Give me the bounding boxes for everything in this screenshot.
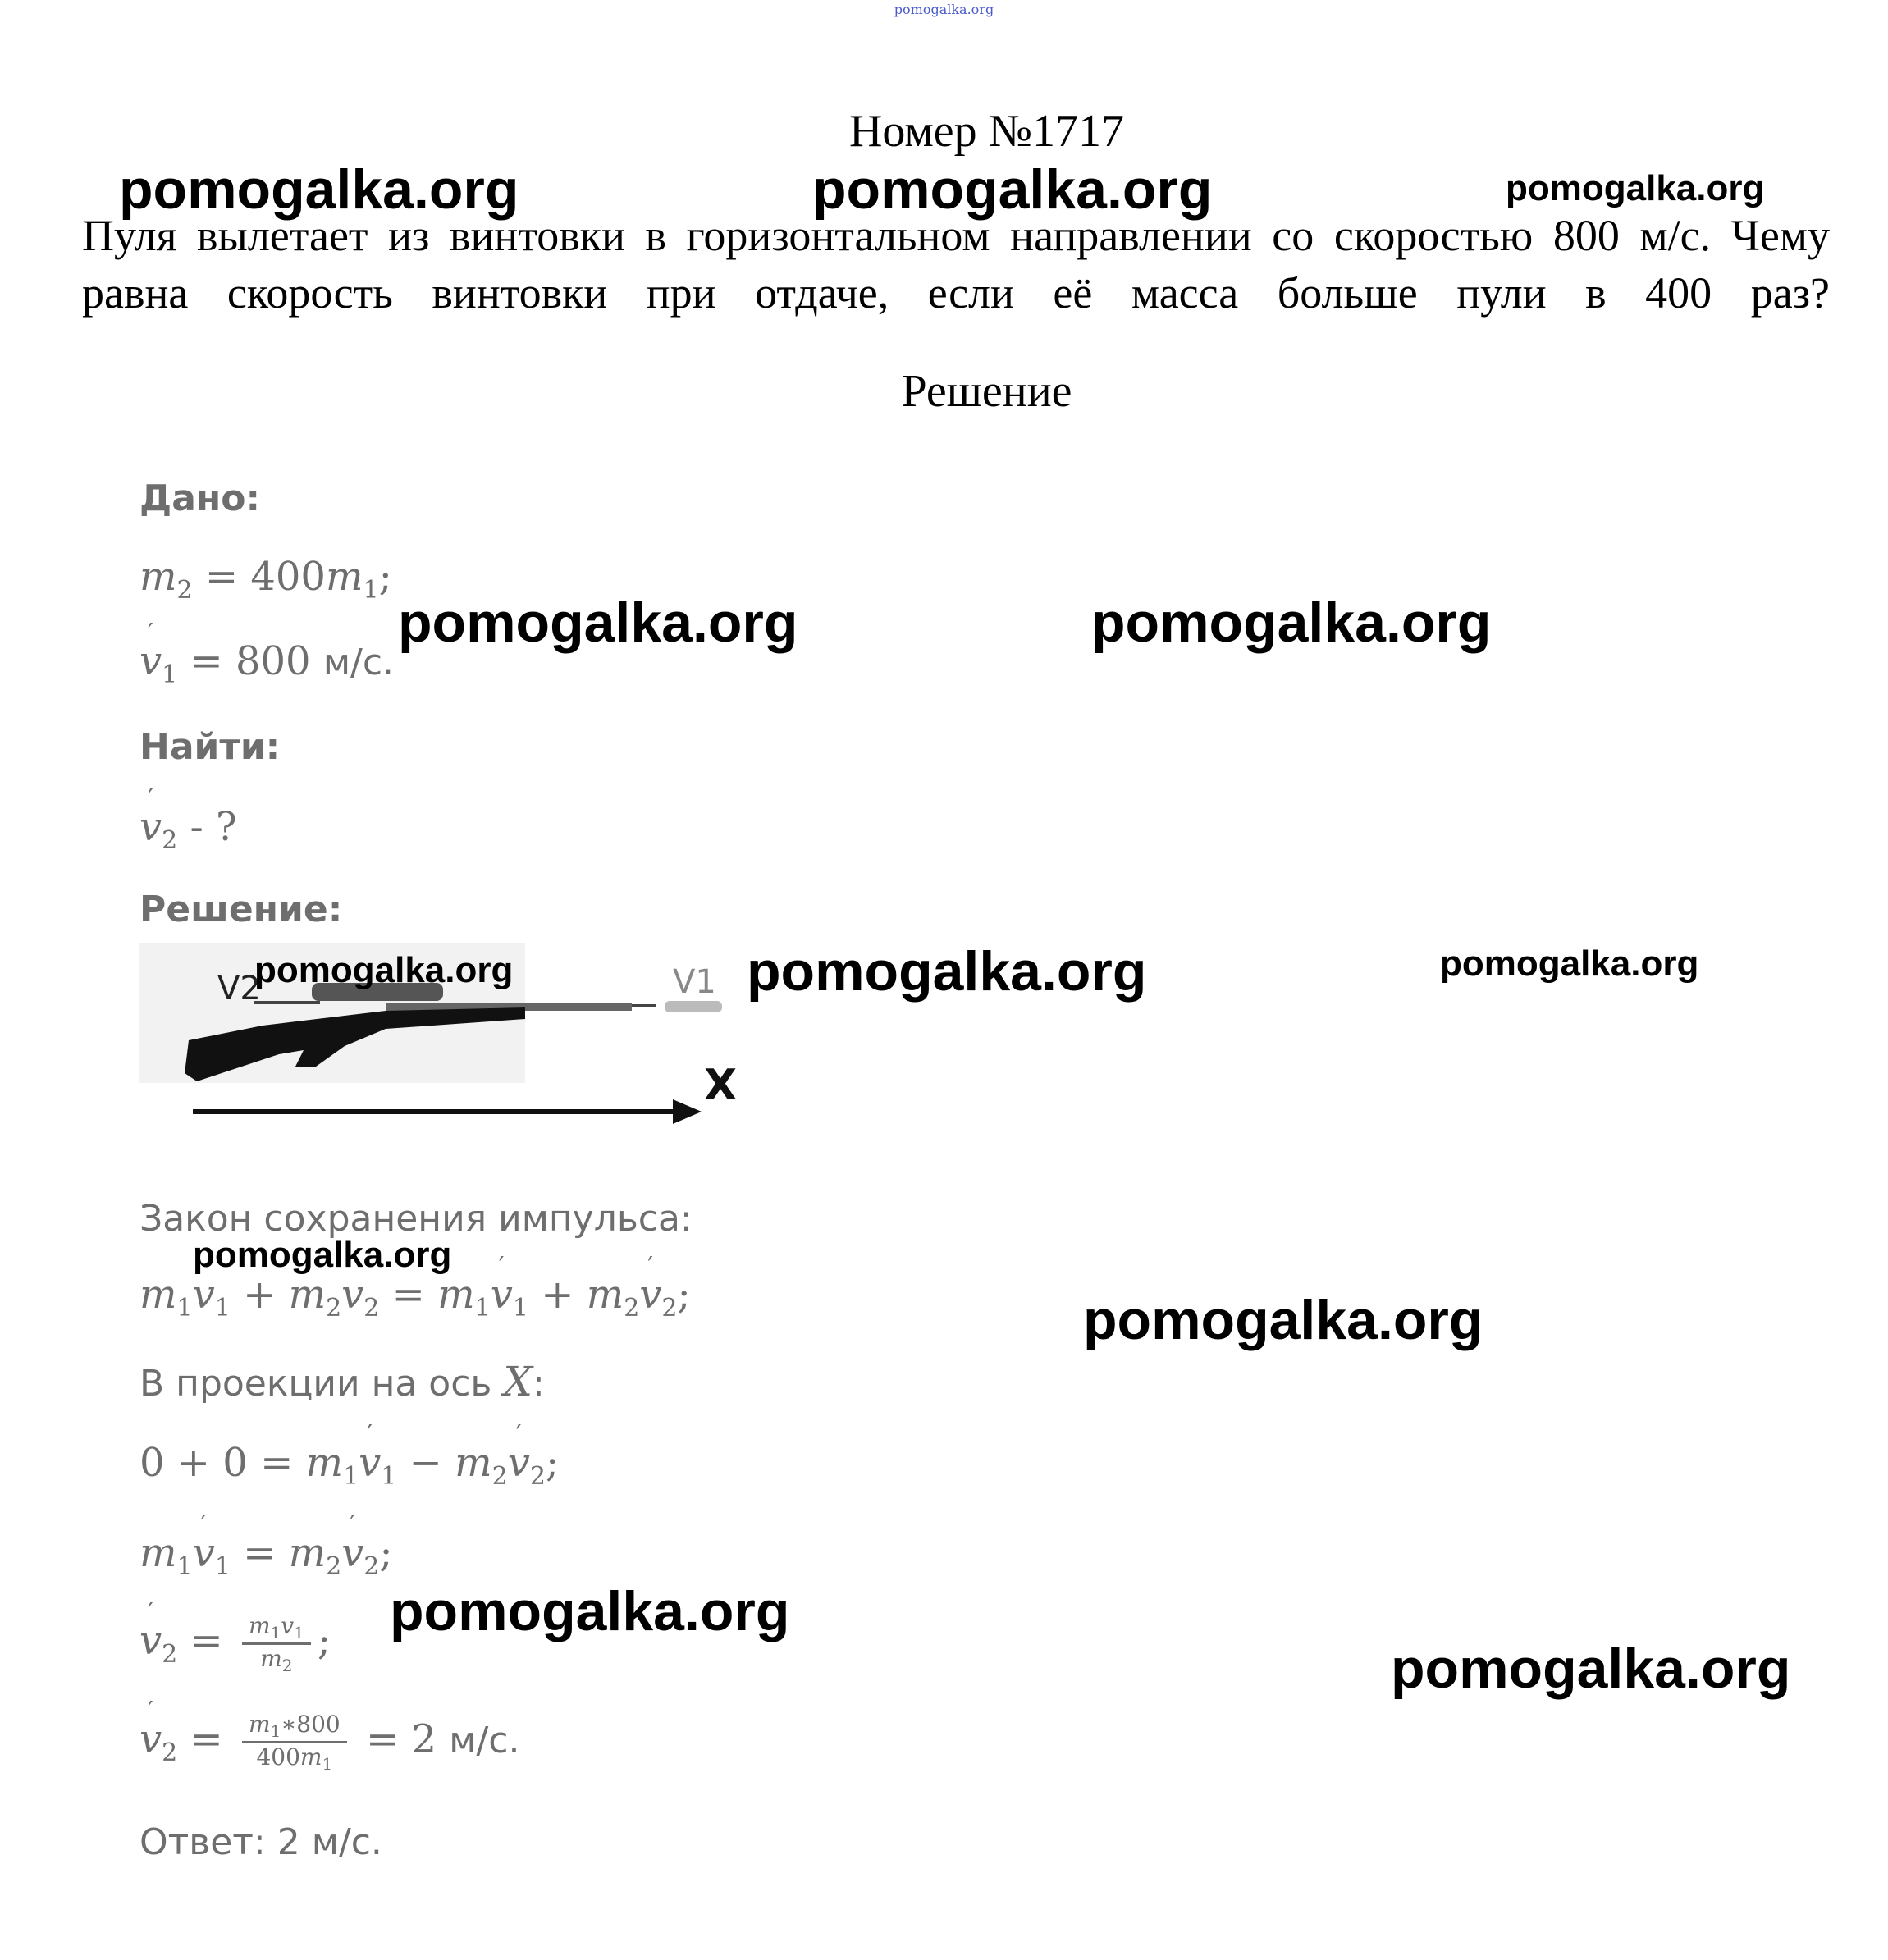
given-mass-equation: $m_2 = 400m_1$;	[139, 554, 392, 605]
problem-statement: Пуля вылетает из винтовки в горизонтальном направлении со скоростью 800 м/с. Чему равна скорость винтовки при отдаче, если её масса больше пули в 400 раз?	[82, 211, 1830, 318]
velocity-result: ′ $v_2$ = $\frac{m_1∗800}{400m_1}$ = 2 м/с.	[139, 1711, 519, 1774]
conservation-law-label: Закон сохранения импульса:	[139, 1198, 693, 1240]
watermark: pomogalka.org	[119, 158, 519, 221]
x-axis-arrowhead	[673, 1099, 702, 1124]
momentum-balance-equation: $m_1'$ $v_1 = m_2'$ $v_2$;	[139, 1530, 393, 1581]
velocity-formula: ′ $v_2$ = $\frac{m_1v_1}{m_2}$ ;	[139, 1612, 331, 1675]
given-label: Дано:	[139, 477, 261, 519]
watermark: pomogalka.org	[1391, 1638, 1791, 1700]
velocity-fraction: $\frac{m_1v_1}{m_2}$	[242, 1612, 311, 1675]
watermark: pomogalka.org	[1440, 943, 1699, 984]
find-label: Найти:	[139, 726, 281, 768]
watermark: pomogalka.org	[1083, 1289, 1483, 1351]
solution-heading: Решение	[901, 366, 1072, 417]
solution-label: Решение:	[139, 889, 343, 930]
watermark: pomogalka.org	[1506, 168, 1765, 208]
given-velocity-equation: ′ $v_1 = 800$ м/с.	[139, 638, 394, 689]
diagram-v2-label: V2	[217, 970, 261, 1007]
projection-axis: X	[503, 1358, 533, 1405]
header-site-link[interactable]: pomogalka.org	[894, 2, 994, 17]
given-velocity-unit: м/с.	[322, 642, 395, 683]
result-unit: м/с.	[449, 1720, 520, 1761]
projection-label-text: В проекции на ось	[139, 1363, 492, 1405]
diagram-v1-label: V1	[673, 963, 716, 1001]
momentum-equation: $m_1v_1 + m_2v_2 = m_1'$ $v_1 + m_2'$ $v_2$;	[139, 1272, 691, 1323]
page-title: Номер №1717	[848, 106, 1125, 157]
watermark: pomogalka.org	[390, 1580, 790, 1642]
find-expression: ′ $v_2$ - ?	[139, 804, 237, 855]
watermark: pomogalka.org	[747, 940, 1147, 1003]
projection-label: В проекции на ось X:	[139, 1358, 545, 1405]
watermark: pomogalka.org	[812, 158, 1213, 221]
watermark: pomogalka.org	[254, 950, 514, 990]
watermark: pomogalka.org	[1091, 592, 1492, 654]
velocity-result-fraction: $\frac{m_1∗800}{400m_1}$	[242, 1711, 347, 1774]
watermark: pomogalka.org	[193, 1235, 452, 1275]
answer-text: Ответ: 2 м/с.	[139, 1821, 382, 1863]
watermark: pomogalka.org	[398, 592, 798, 654]
bullet	[665, 1001, 722, 1012]
x-axis-label: X	[704, 1061, 738, 1110]
projection-equation: $0 + 0 = m_1'$ $v_1 - m_2'$ $v_2$;	[139, 1440, 559, 1491]
